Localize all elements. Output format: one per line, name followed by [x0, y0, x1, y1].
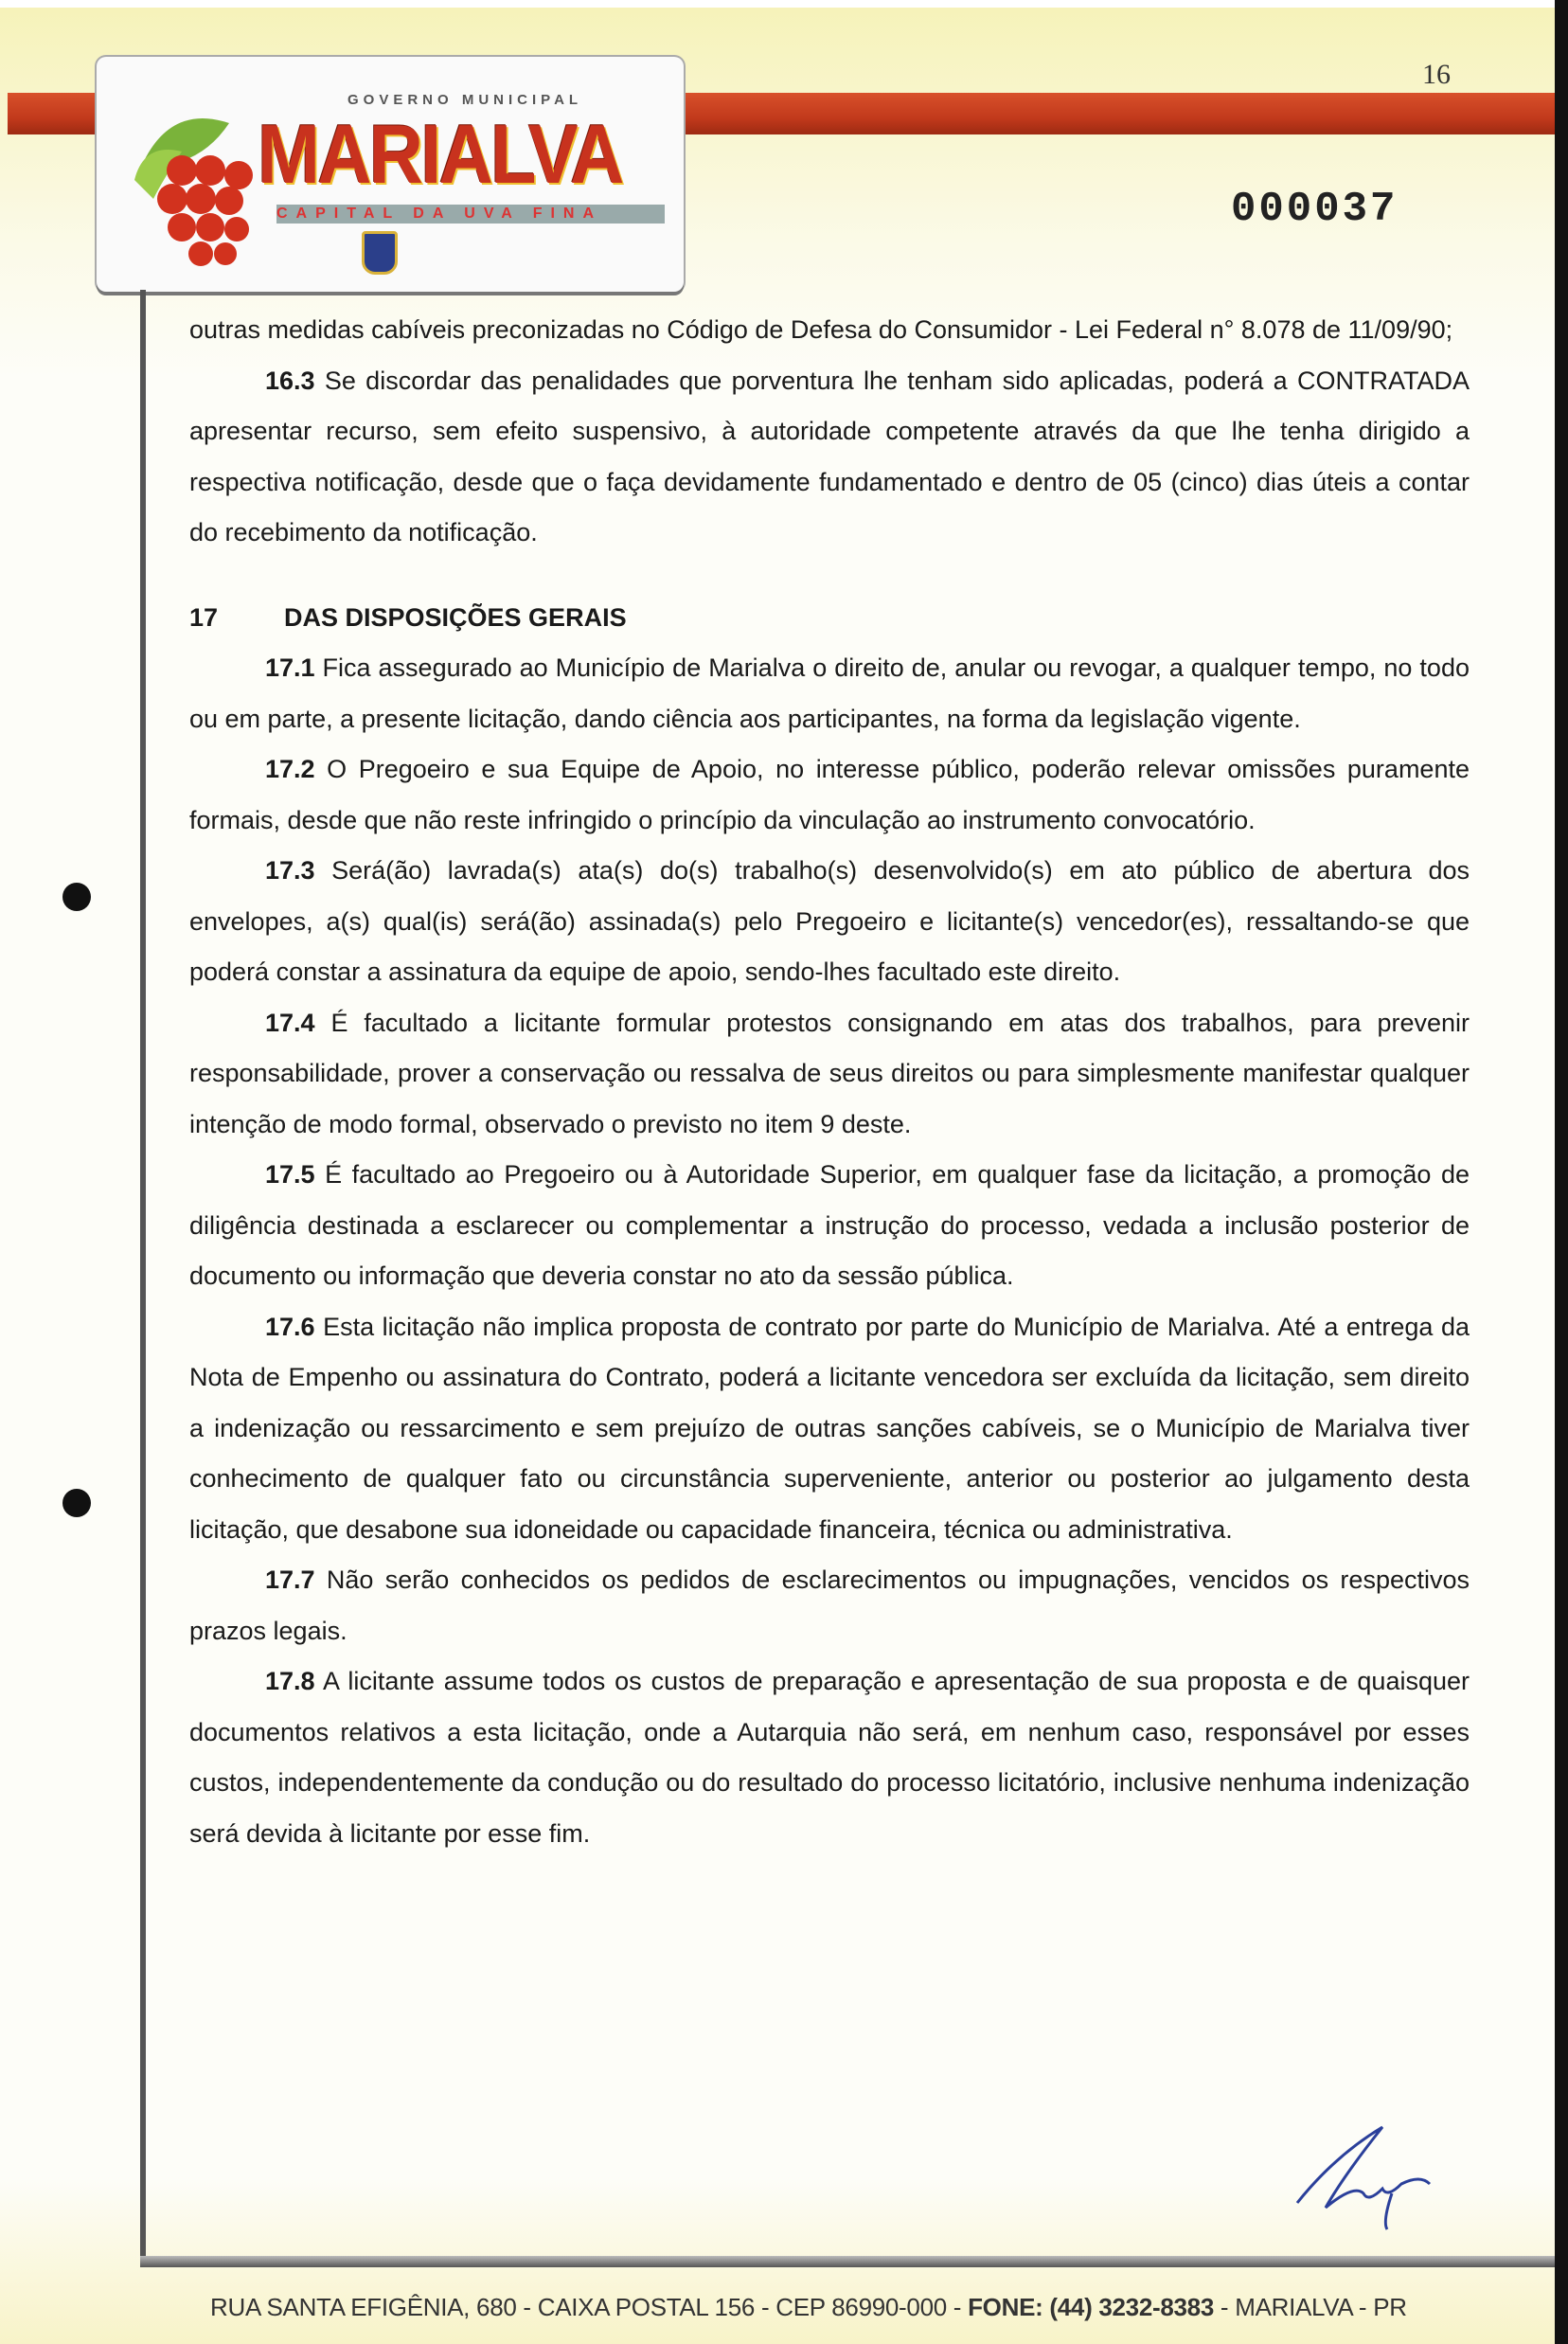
- coat-of-arms-icon: [362, 231, 398, 275]
- logo-tagline: CAPITAL DA UVA FINA: [276, 205, 665, 224]
- clause-text: Será(ão) lavrada(s) ata(s) do(s) trabalho(s) desenvolvido(s) em ato público de abertura dos envelopes, a(s) qual(is) será(ão) assinada(s) pelo Pregoeiro e licitante(s) vencedor(es), ressaltando-se que poderá constar a assinatura da equipe de apoio, sendo-lhes facultado este direito.: [189, 856, 1470, 986]
- clause-number: 17.5: [265, 1160, 315, 1189]
- marialva-logo: [97, 57, 684, 292]
- grapes-icon: [125, 95, 267, 275]
- clause-number: 17.8: [265, 1667, 315, 1695]
- intro-paragraph: outras medidas cabíveis preconizadas no Código de Defesa do Consumidor - Lei Federal n° 8.078 de 11/09/90;: [189, 315, 1453, 344]
- clause-item: [189, 1150, 1470, 1302]
- frame-border: [140, 290, 146, 2262]
- punch-hole: [62, 1489, 91, 1517]
- logo-line1: GOVERNO MUNICIPAL: [347, 92, 583, 108]
- clause-item: [189, 846, 1470, 998]
- section-title: DAS DISPOSIÇÕES GERAIS: [284, 602, 627, 632]
- footer-city: - MARIALVA - PR: [1214, 2293, 1407, 2321]
- signature-mark: [1278, 2118, 1439, 2231]
- clause-number: 17.1: [265, 653, 315, 682]
- clause-item: [189, 1302, 1470, 1556]
- clause-text: É facultado a licitante formular protestos consignando em atas dos trabalhos, para prevenir responsabilidade, prover a conservação ou ressalva de seus direitos ou para simplesmente manifestar qualquer intenção de modo formal, observado o previsto no item 9 deste.: [189, 1008, 1470, 1138]
- logo-name: MARIALVA: [258, 107, 622, 201]
- scan-edge: [0, 0, 1568, 8]
- clause-16-3: [189, 356, 1470, 559]
- clause-item: [189, 998, 1470, 1151]
- footer-phone: FONE: (44) 3232-8383: [968, 2293, 1214, 2321]
- footer-address: [210, 2293, 1407, 2321]
- clause-item: [189, 1555, 1470, 1656]
- frame-border: [140, 2256, 1555, 2267]
- page-number: 16: [1422, 59, 1451, 90]
- clause-number: 16.3: [265, 366, 315, 395]
- clause-item: [189, 643, 1470, 744]
- clause-text: Esta licitação não implica proposta de contrato por parte do Município de Marialva. Até a entrega da Nota de Empenho ou assinatura do Contrato, poderá a licitante vencedora ser excluída da licitação, sem direito a indenização ou ressarcimento e sem prejuízo de outras sanções cabíveis, se o Município de Marialva tiver conhecimento de qualquer fato ou circunstância superveniente, anterior ou posterior ao julgamento desta licitação, que desabone sua idoneidade ou capacidade financeira, técnica ou administrativa.: [189, 1312, 1470, 1544]
- clause-text: É facultado ao Pregoeiro ou à Autoridade Superior, em qualquer fase da licitação, a promoção de diligência destinada a esclarecer ou complementar a instrução do processo, vedada a inclusão posterior de documento ou informação que deveria constar no ato da sessão pública.: [189, 1160, 1470, 1290]
- clause-text: Fica assegurado ao Município de Marialva o direito de, anular ou revogar, a qualquer tempo, no todo ou em parte, a presente licitação, dando ciência aos participantes, na forma da legislação vigente.: [189, 653, 1470, 733]
- clause-number: 17.6: [265, 1312, 315, 1341]
- scan-edge: [1555, 0, 1568, 2344]
- clause-number: 17.4: [265, 1008, 315, 1037]
- clause-number: 17.3: [265, 856, 315, 885]
- document-body: [189, 305, 1470, 1859]
- clause-text: O Pregoeiro e sua Equipe de Apoio, no interesse público, poderão relevar omissões puramente formais, desde que não reste infringido o princípio da vinculação ao instrumento convocatório.: [189, 755, 1470, 834]
- clause-number: 17.7: [265, 1566, 315, 1594]
- footer-street: RUA SANTA EFIGÊNIA, 680 - CAIXA POSTAL 156 - CEP 86990-000 -: [210, 2293, 969, 2321]
- clause-item: [189, 744, 1470, 846]
- section-heading: [189, 593, 1470, 644]
- clause-number: 17.2: [265, 755, 315, 783]
- document-code: 000037: [1231, 186, 1399, 233]
- clause-text: A licitante assume todos os custos de preparação e apresentação de sua proposta e de quaisquer documentos relativos a esta licitação, onde a Autarquia não será, em nenhum caso, responsável por esses custos, independentemente da condução ou do resultado do processo licitatório, inclusive nenhuma indenização será devida à licitante por esse fim.: [189, 1667, 1470, 1848]
- punch-hole: [62, 883, 91, 911]
- clause-text: Não serão conhecidos os pedidos de esclarecimentos ou impugnações, vencidos os respectivos prazos legais.: [189, 1566, 1470, 1645]
- clause-item: [189, 1656, 1470, 1859]
- section-number: 17: [189, 602, 219, 632]
- clause-text: Se discordar das penalidades que porventura lhe tenham sido aplicadas, poderá a CONTRATADA apresentar recurso, sem efeito suspensivo, à autoridade competente através da que lhe tenha dirigido a respectiva notificação, desde que o faça devidamente fundamentado e dentro de 05 (cinco) dias úteis a contar do recebimento da notificação.: [189, 366, 1470, 546]
